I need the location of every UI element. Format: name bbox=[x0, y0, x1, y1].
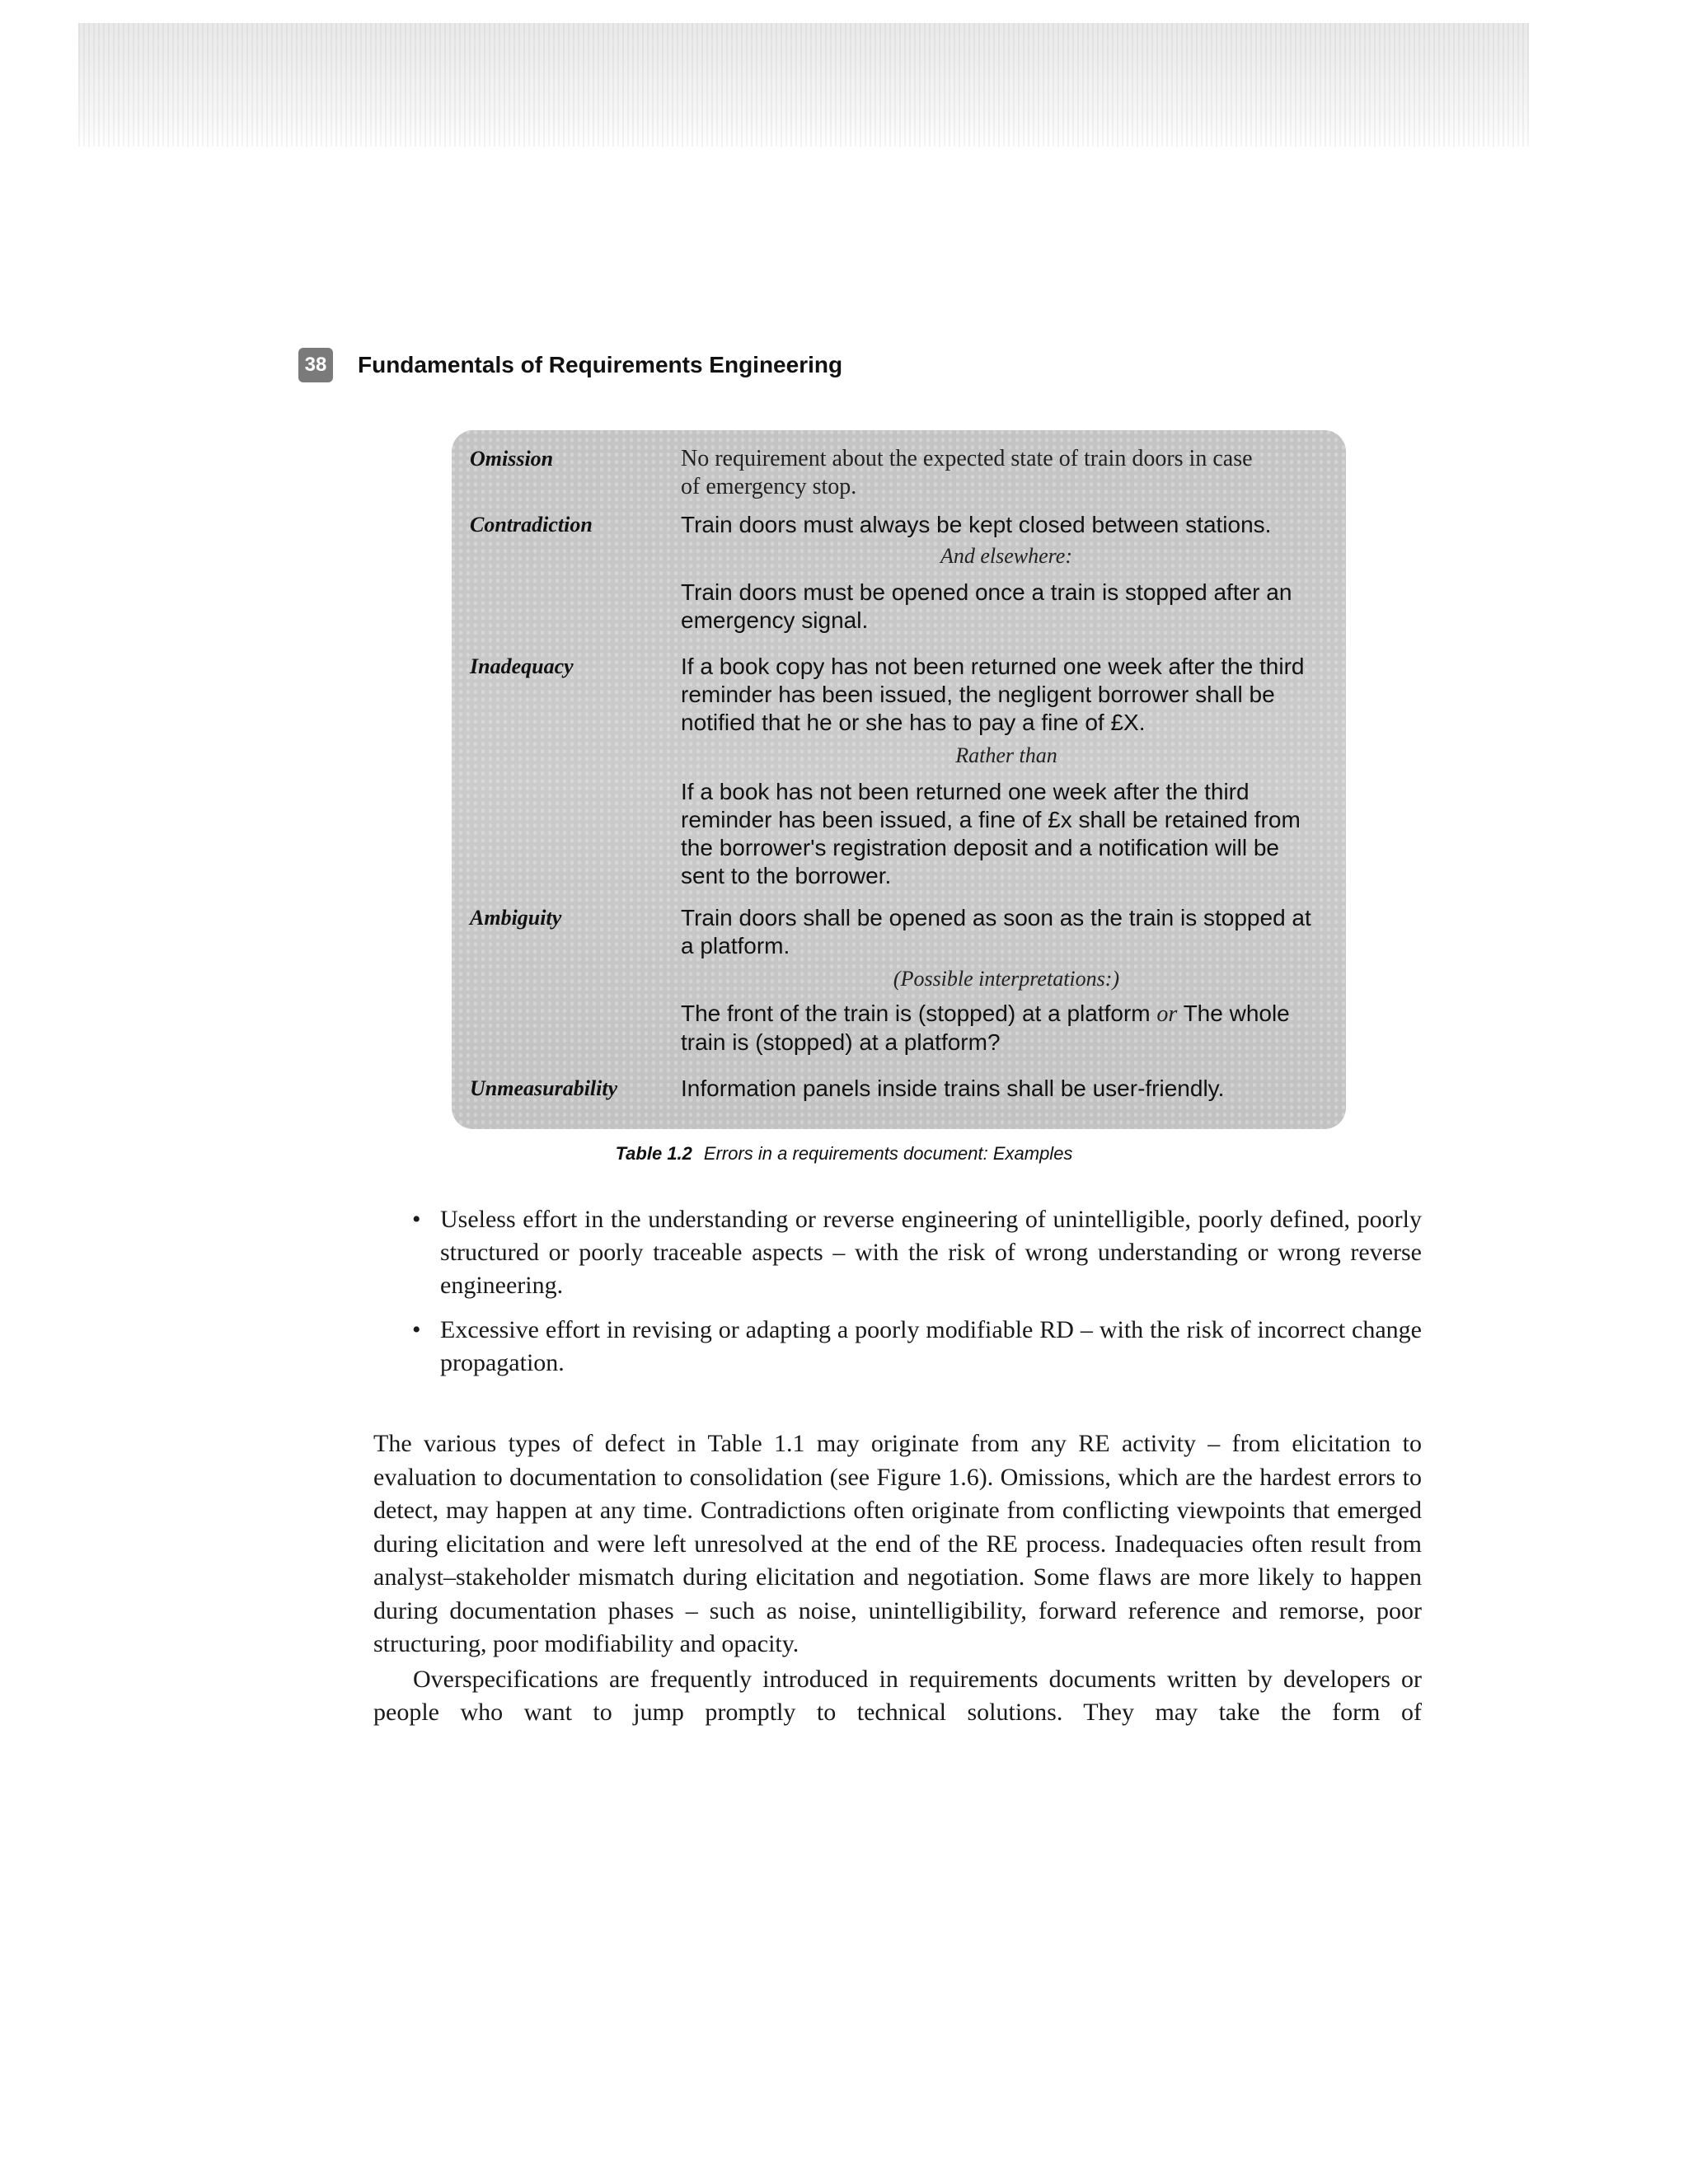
list-item: • Excessive effort in revising or adapting a poorly modifiable RD – with the risk of incorrect change propagation. bbox=[412, 1314, 1422, 1380]
example-omission: No requirement about the expected state of train doors in case of emergency stop. bbox=[681, 446, 1253, 499]
or-word: or bbox=[1156, 1001, 1178, 1027]
example-inadequacy-a: If a book copy has not been returned one week after the third reminder has been issued, the negligent borrower shall be notified that he or she has to pay a fine of £X. bbox=[681, 654, 1305, 735]
term-omission: Omission bbox=[470, 447, 554, 471]
table-caption bbox=[0, 1143, 1688, 1165]
example-contradiction-a: Train doors must always be kept closed between stations. bbox=[681, 512, 1272, 537]
table-caption-text: Errors in a requirements document: Examples bbox=[703, 1143, 1073, 1164]
term-ambiguity: Ambiguity bbox=[470, 906, 562, 930]
connector-and-elsewhere: And elsewhere: bbox=[940, 544, 1073, 568]
term-unmeasurability: Unmeasurability bbox=[470, 1076, 618, 1100]
example-inadequacy-b: If a book has not been returned one week after the third reminder has been issued, a fine of £x shall be retained from the borrower's registration deposit and a notification will be sent to the borrower. bbox=[681, 779, 1301, 888]
example-ambiguity-b: The front of the train is (stopped) at a platform or The whole train is (stopped) at a platform? bbox=[681, 1001, 1290, 1055]
running-title: Fundamentals of Requirements Engineering bbox=[358, 352, 843, 377]
connector-rather-than: Rather than bbox=[955, 743, 1057, 767]
body-text bbox=[373, 1427, 1422, 1730]
term-inadequacy: Inadequacy bbox=[470, 654, 574, 678]
paragraph: Overspecifications are frequently introduced in requirements documents written by developers or people who want to jump promptly to technical solutions. They may take the form of bbox=[373, 1665, 1422, 1726]
page-header bbox=[298, 346, 842, 384]
example-contradiction-b: Train doors must be opened once a train is stopped after an emergency signal. bbox=[681, 579, 1292, 633]
scan-artifact-band bbox=[78, 23, 1529, 147]
list-item: • Useless effort in the understanding or reverse engineering of unintelligible, poorly defined, poorly structured or poorly traceable aspects – with the risk of wrong understanding or wrong reverse engineering. bbox=[412, 1203, 1422, 1302]
paragraph: The various types of defect in Table 1.1 may originate from any RE activity – from elicitation to evaluation to documentation to consolidation (see Figure 1.6). Omissions, which are the hardest errors to detect, may happen at any time. Contradictions often originate from conflicting viewpoints that emerged during elicitation and were left unresolved at the end of the RE process. Inadequacies often result from analyst–stakeholder mismatch during elicitation and negotiation. Some flaws are more likely to happen during documentation phases – such as noise, unintelligibility, forward reference and remorse, poor structuring, poor modifiability and opacity. bbox=[373, 1430, 1422, 1657]
page-number-badge: 38 bbox=[298, 348, 333, 382]
term-contradiction: Contradiction bbox=[470, 513, 593, 537]
example-unmeasurability: Information panels inside trains shall be user-friendly. bbox=[681, 1076, 1225, 1101]
connector-possible-interpretations: (Possible interpretations:) bbox=[893, 967, 1120, 991]
bullet-list bbox=[412, 1203, 1422, 1380]
example-ambiguity-a: Train doors shall be opened as soon as the train is stopped at a platform. bbox=[681, 905, 1311, 958]
bullet-dot-icon: • bbox=[412, 1316, 421, 1343]
bullet-dot-icon: • bbox=[412, 1206, 421, 1233]
table-caption-label: Table 1.2 bbox=[615, 1143, 692, 1164]
errors-table bbox=[452, 430, 1346, 1129]
